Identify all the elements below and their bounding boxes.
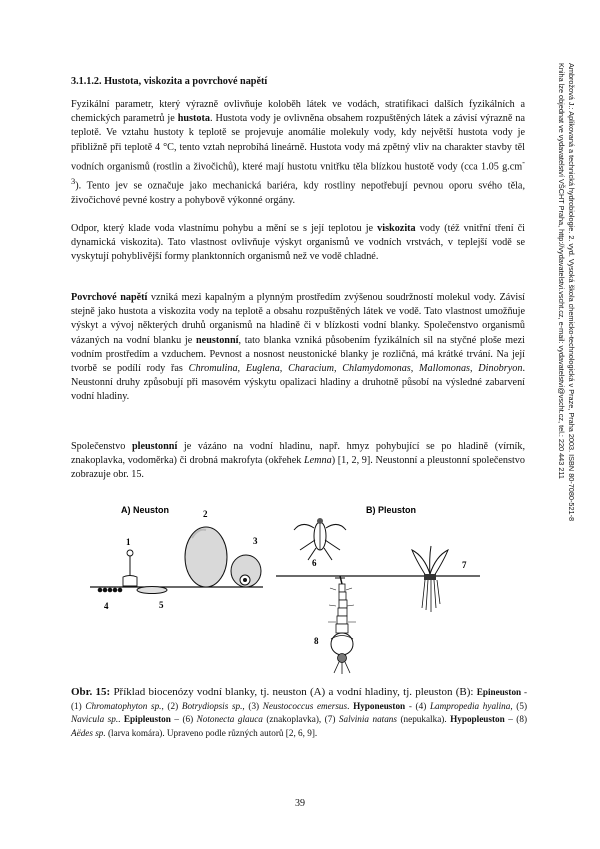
text-run: (nepukalka). (396, 714, 451, 725)
text-run: ). Tento jev se označuje jako mechanická bariéra, kdy rostliny nepotřebují pevnou oporu svého těla, živočichové pevné kostry a pohybově výkonné orgány. (71, 180, 525, 206)
species-1: Chromatophyton sp. (85, 700, 162, 711)
text-run: (larva komára). Upraveno podle různých autorů [2, 6, 9]. (105, 727, 318, 738)
label-3: 3 (253, 536, 258, 546)
text-run: Odpor, který klade voda vlastnímu pohybu a mění se s její teplotou je (71, 223, 378, 234)
term-hyponeuston: Hyponeuston (353, 700, 406, 711)
text-run: (znakoplavka), (7) (262, 714, 339, 725)
term-povrchove-napeti: Povrchové napětí (71, 292, 148, 303)
text-run: - (1) (71, 687, 527, 711)
term-pleustonni: pleustonní (131, 441, 178, 452)
citation-line-2: Kniha lze objednat ve vydavatelství VŠCHT Praha, http://vydavatelstvi.vscht.cz, e-mail: vydavatelstvi@vscht.cz, tel.: 220 443 211 (557, 63, 567, 479)
label-4: 4 (104, 601, 109, 611)
neustococcus-organism (231, 555, 261, 587)
species-3: Neustococcus emersus (262, 700, 348, 711)
label-pleuston: B) Pleuston (366, 505, 417, 515)
genus-lemna: Lemna (303, 455, 332, 467)
label-1: 1 (126, 537, 131, 547)
text-run: Společenstvo (71, 441, 132, 452)
caption-label: Obr. 15: (71, 686, 111, 698)
text-run: . Neustonní druhy způsobují při masovém výskytu opalizaci hladiny a druhotně působí na výsledné zabarvení vodní hladiny. (71, 363, 525, 403)
text-run: . (118, 714, 124, 725)
genera-list: Chromulina, Euglena, Characium, Chlamydomonas, Mallomonas, Dinobryon (188, 363, 523, 375)
figure-caption (71, 686, 527, 740)
chromatophyton-organism (123, 550, 137, 586)
text-run: ) [1, 2, 9]. Neustonní a pleustonní společenstvo zobrazuje obr. 15. (71, 455, 525, 481)
section-heading: 3.1.1.2. Hustota, viskozita a povrchové napětí (71, 76, 268, 87)
text-run: vody (též vnitřní tření či dynamická viskozita). Tato vlastnost ovlivňuje výskyt organismů ve vodních vrstvách, v teplejší vodě se vyskytují pohyblivější formy planktonních organismů než ve vodě chladné. (71, 223, 526, 263)
paragraph-density (71, 98, 525, 208)
text-run: . (347, 700, 354, 711)
text-run: - (4) (405, 700, 430, 711)
text-run: – (6) (170, 714, 197, 725)
paragraph-viscosity (71, 222, 525, 265)
text-run: – (8) (504, 714, 528, 725)
text-run: je vázáno na vodní hladinu, např. hmyz pohybující se po hladině (vírník, znakoplavka, vodoměrka) či drobná makrofyta (okřehek (71, 441, 525, 467)
margin-citation (556, 63, 576, 573)
page-number: 39 (295, 798, 305, 809)
botrydiopsis-organism (185, 527, 227, 587)
citation-line-1: Ambrožová J.: Aplikovaná a technická hydrobiologie. 2. vyd. Vysoká škola chemicko-technologická v Praze, Praha 2003. ISBN 80-7080-521-8 (567, 63, 576, 522)
text-run: , tato blanka vzniká působením fyzikálních sil na styčné ploše mezi vodním prostředím a vzduchem. Pevnost a nosnost neustonické blanky je rozličná, má krátké trvání. Na její tvorbě se podílí rody řas (71, 334, 525, 375)
species-7: Salvinia natans (338, 714, 397, 725)
species-6: Notonecta glauca (196, 714, 263, 725)
text-run: , (3) (242, 700, 263, 711)
figure-15-illustration (90, 498, 480, 678)
label-8: 8 (314, 636, 319, 646)
label-5: 5 (159, 600, 164, 610)
superscript: -3 (71, 156, 525, 187)
paragraph-surface-tension (71, 291, 525, 405)
species-8: Aëdes sp. (71, 727, 106, 738)
label-2: 2 (203, 509, 208, 519)
salvinia-organism (412, 546, 448, 612)
lampropedia-organism (98, 588, 123, 593)
text-run: . Hustota vody je ovlivněna obsahem rozpuštěných látek a závisí výrazně na teplotě. Ve vztahu hustoty k teplotě se projevuje anomálie molekuly vody, kdy největší hustota vody je přibližně při teplotě 4 °C, tento vztah neprobíhá lineárně. Hustota vody má zpětný vliv na charakter stavby těl vodních organismů (rostlin a živočichů), které mají hustotu vnitřku těla blízkou hustotě vody (cca 1.05 g.cm (71, 113, 525, 173)
paragraph-pleuston (71, 440, 525, 483)
notonecta-organism (294, 518, 346, 560)
term-epipleuston: Epipleuston (123, 714, 171, 725)
term-neustonni: neustonní (196, 334, 239, 346)
term-hustota: hustota (177, 113, 210, 125)
text-run: vzniká mezi kapalným a plynným prostředím zvýšenou soudržností molekul vody. Závisí stejně jako hustota a viskozita vody na teplotě a obsahu rozpuštěných látek ve vodě. Tato vlastnost umožňuje výskyt a vývoj některých druhů organismů na hladině či v blízkosti vodní blanky. Společenstvo organismů vázaných na vodní blanku je (71, 292, 525, 346)
label-6: 6 (312, 558, 317, 568)
label-7: 7 (462, 560, 467, 570)
species-2: Botrydiopsis sp. (181, 700, 243, 711)
navicula-organism (137, 587, 167, 594)
aedes-larva-organism (328, 576, 356, 674)
text-run: , (5) (510, 700, 528, 711)
label-neuston: A) Neuston (121, 505, 169, 515)
term-hypopleuston: Hypopleuston (450, 714, 505, 725)
text-run: Fyzikální parametr, který výrazně ovlivňuje koloběh látek ve vodách, stratifikaci dalších fyzikálních a chemických parametrů je (71, 99, 525, 125)
caption-lead: Příklad biocenózy vodní blanky, tj. neuston (A) a vodní hladiny, tj. pleuston (B): (110, 686, 477, 698)
species-5: Navicula sp. (71, 714, 119, 725)
species-4: Lampropedia hyalina (429, 700, 511, 711)
text-run: , (2) (161, 700, 182, 711)
term-viskozita: viskozita (377, 223, 416, 234)
term-epineuston: Epineuston (476, 687, 522, 697)
